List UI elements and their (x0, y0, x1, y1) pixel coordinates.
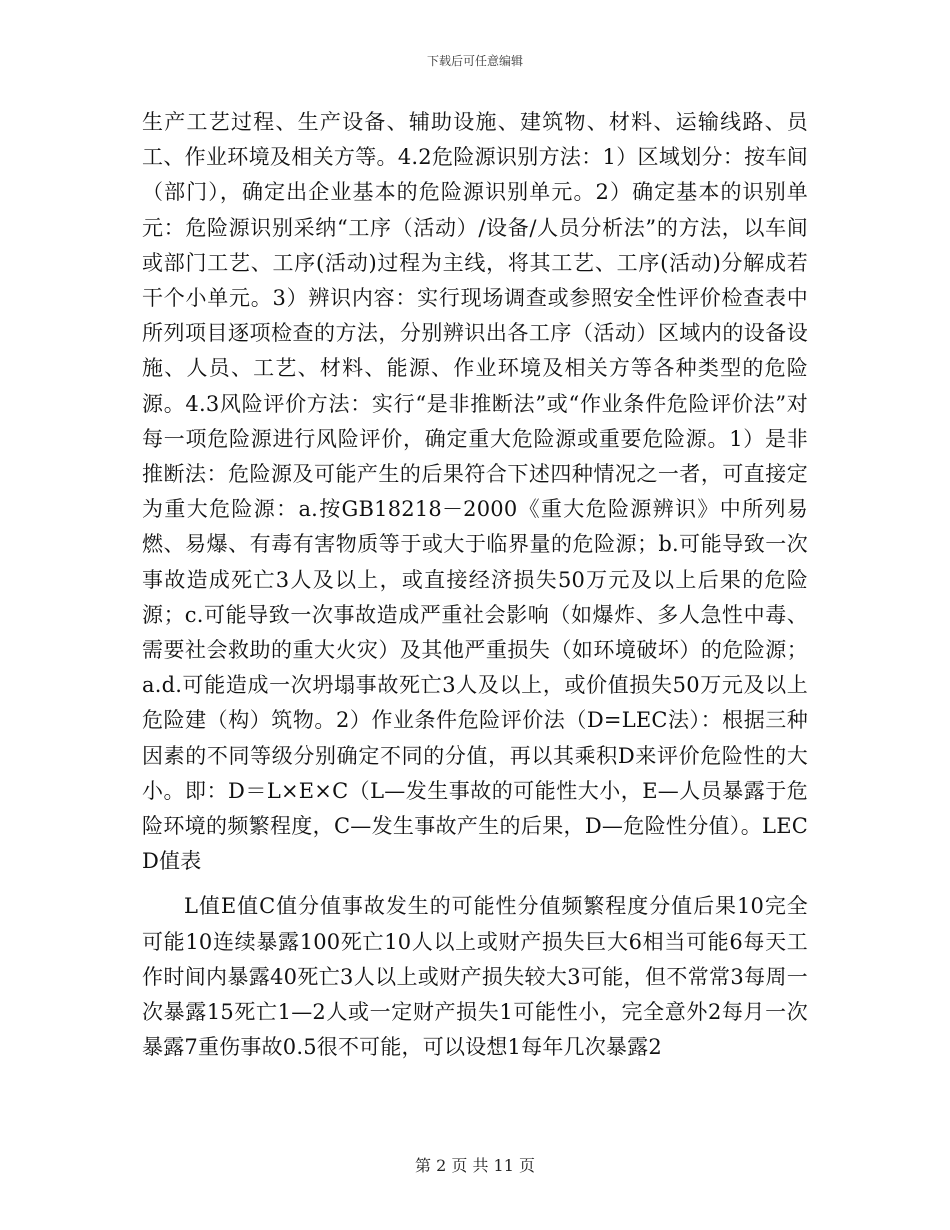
lecd-table-text-paragraph: L值E值C值分值事故发生的可能性分值频繁程度分值后果10完全可能10连续暴露100死亡10人以上或财产损失巨大6相当可能6每天工作时间内暴露40死亡3人以上或财产损失较大3可能，但不常常3每周一次暴露15死亡1—2人或一定财产损失1可能性小，完全意外2每月一次暴露7重伤事故0.5很不可能，可以设想1每年几次暴露2 (142, 894, 808, 1060)
document-body (142, 105, 808, 1065)
body-paragraph: 生产工艺过程、生产设备、辅助设施、建筑物、材料、运输线路、员工、作业环境及相关方等。4.2危险源识别方法：1）区域划分：按车间（部门），确定出企业基本的危险源识别单元。2）确定基本的识别单元：危险源识别采纳“工序（活动）/设备/人员分析法”的方法，以车间或部门工艺、工序(活动)过程为主线，将其工艺、工序(活动)分解成若干个小单元。3）辨识内容：实行现场调查或参照安全性评价检查表中所列项目逐项检查的方法，分别辨识出各工序（活动）区域内的设备设施、人员、工艺、材料、能源、作业环境及相关方等各种类型的危险源。4.3风险评价方法：实行“是非推断法”或“作业条件危险评价法”对每一项危险源进行风险评价，确定重大危险源或重要危险源。1）是非推断法：危险源及可能产生的后果符合下述四种情况之一者，可直接定为重大危险源：a.按GB18218－2000《重大危险源辨识》中所列易燃、易爆、有毒有害物质等于或大于临界量的危险源；b.可能导致一次事故造成死亡3人及以上，或直接经济损失50万元及以上后果的危险源；c.可能导致一次事故造成严重社会影响（如爆炸、多人急性中毒、需要社会救助的重大火灾）及其他严重损失（如环境破坏）的危险源；a.d.可能造成一次坍塌事故死亡3人及以上，或价值损失50万元及以上危险建（构）筑物。2）作业条件危险评价法（D=LEC法）：根据三种因素的不同等级分别确定不同的分值，再以其乘积D来评价危险性的大小。即：D＝L×E×C（L—发生事故的可能性大小，E—人员暴露于危险环境的频繁程度，C—发生事故产生的后果，D—危险性分值）。LECD值表 (142, 110, 808, 874)
page-header: 下载后可任意编辑 (426, 54, 523, 68)
page-number-footer: 第 2 页 共 11 页 (415, 1156, 535, 1175)
